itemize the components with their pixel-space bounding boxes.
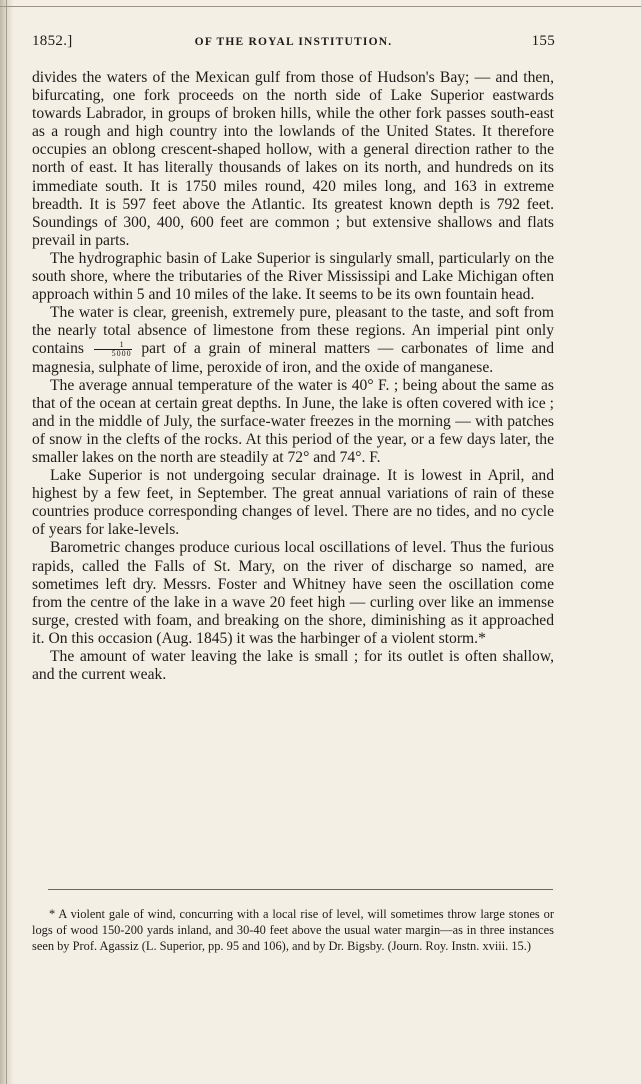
paragraph-text: The water is clear, greenish, extremely pure, pleasant to the taste, and soft from the nearly total absence of limestone from these regions. An imperial pint only contains (32, 304, 554, 358)
footnote-divider (48, 889, 553, 890)
paragraph: Barometric changes produce curious local oscillations of level. Thus the furious rapids, called the Falls of St. Mary, on the river of discharge so named, are sometimes left dry. Messrs. Foster and Whitney have seen the oscillation come from the centre of the lake in a wave 20 feet high — curling over like an immense surge, crested with foam, and breaking on the shore, diminishing as it approached it. On this occasion (Aug. 1845) it was the harbinger of a violent storm.* (32, 539, 554, 647)
paragraph: The hydrographic basin of Lake Superior is singularly small, particularly on the south shore, where the tributaries of the River Mississipi and Lake Michigan often approach within 5 and 10 miles of the lake. It seems to be its own fountain head. (32, 249, 554, 304)
footnote-text: * A violent gale of wind, concurring with a local rise of level, will sometimes throw large stones or logs of wood 150-200 yards inland, and 30-40 feet above the usual water margin—as in three instances seen by Prof. Agassiz (L. Superior, pp. 95 and 106), and by Dr. Bigsby. (Journ. Roy. Instn. xviii. 15.) (32, 907, 554, 953)
fraction (94, 341, 132, 358)
running-head-title: OF THE ROYAL INSTITUTION. (194, 36, 393, 48)
paragraph (32, 304, 554, 376)
running-head (32, 33, 555, 55)
page-top-edge (0, 6, 641, 7)
footnote (32, 906, 554, 954)
page-number: 155 (531, 33, 555, 49)
fraction-denominator: 5000 (111, 349, 132, 359)
paragraph: The average annual temperature of the water is 40° F. ; being about the same as that of the ocean at certain great depths. In June, the lake is often covered with ice ; and in the middle of July, the surface-water freezes in the morning — with patches of snow in the clefts of the rocks. At this period of the year, or a few days later, the smaller lakes on the north are steadily at 72° and 74°. F. (32, 376, 554, 466)
running-head-year: 1852.] (32, 33, 73, 49)
paragraph: Lake Superior is not undergoing secular drainage. It is lowest in April, and highest by a few feet, in September. The great annual variations of rain of these countries produce corresponding changes of level. There are no tides, and no cycle of years for lake-levels. (32, 467, 554, 539)
fraction-numerator: 1 (94, 341, 132, 350)
page-gutter-line (6, 0, 7, 1084)
body-text (32, 69, 554, 684)
paragraph: divides the waters of the Mexican gulf from those of Hudson's Bay; — and then, bifurcating, one fork proceeds on the north side of Lake Superior eastwards towards Labrador, in groups of broken hills, while the other fork passes south-east as a rough and high country into the lowlands of the United States. It therefore occupies an oblong crescent-shaped hollow, with a general direction rather to the north of east. It has literally thousands of lakes on its north, and hundreds on its immediate south. It is 1750 miles round, 420 miles long, and 163 in extreme breadth. It is 597 feet above the Atlantic. Its greatest known depth is 792 feet. Soundings of 300, 400, 600 feet are common ; but extensive shallows and flats prevail in parts. (32, 69, 554, 249)
page-gutter-shadow (0, 0, 14, 1084)
paragraph: The amount of water leaving the lake is small ; for its outlet is often shallow, and the current weak. (32, 648, 554, 684)
paragraph-text: part of a grain of mineral matters — carbonates of lime and magnesia, sulphate of lime, peroxide of iron, and the oxide of manganese. (32, 340, 554, 376)
